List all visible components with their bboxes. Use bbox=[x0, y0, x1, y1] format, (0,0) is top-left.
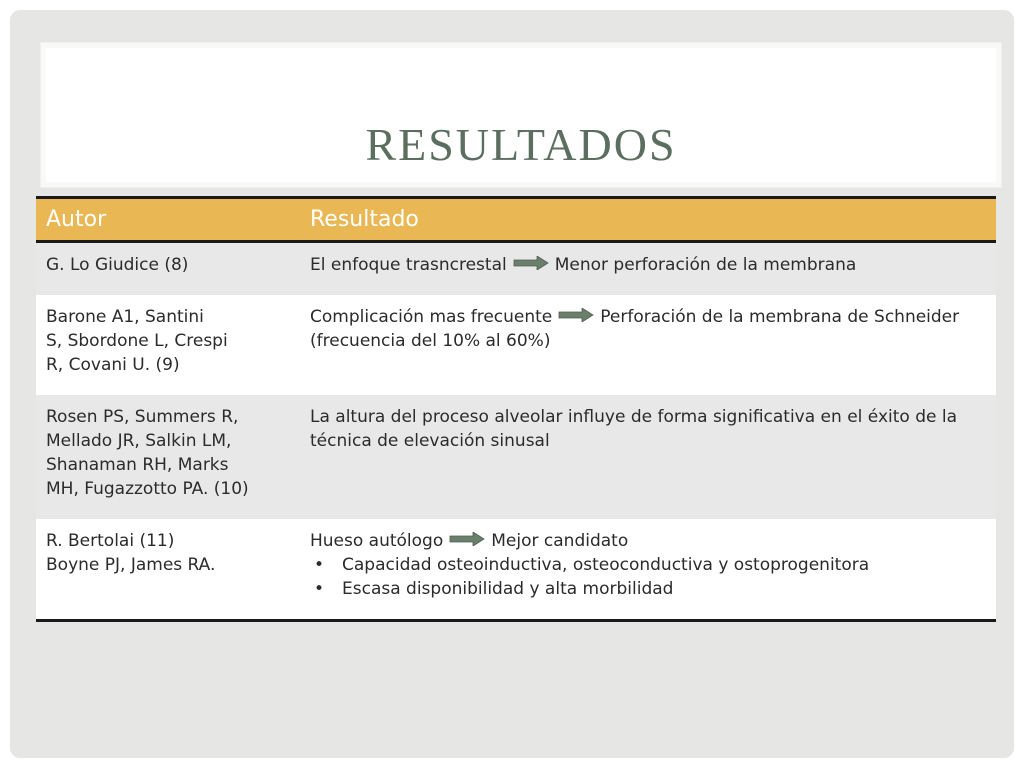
resultado-segment: Hueso autólogo bbox=[310, 531, 444, 551]
autor-line: Rosen PS, Summers R, bbox=[46, 407, 239, 427]
autor-line: Shanaman RH, Marks bbox=[46, 455, 229, 475]
right-arrow-icon bbox=[513, 256, 549, 270]
resultado-text bbox=[310, 529, 984, 553]
resultado-text bbox=[310, 405, 984, 453]
title-band bbox=[40, 42, 1002, 188]
resultado-segment: Mejor candidato bbox=[491, 531, 629, 551]
table-row bbox=[36, 242, 996, 296]
autor-line: S, Sbordone L, Crespi bbox=[46, 331, 228, 351]
bullet-item bbox=[310, 577, 984, 601]
autor-line: G. Lo Giudice (8) bbox=[46, 255, 189, 275]
table-body bbox=[36, 242, 996, 621]
resultado-segment: Menor perforación de la membrana bbox=[554, 255, 857, 275]
autor-line: Mellado JR, Salkin LM, bbox=[46, 431, 232, 451]
autor-line: MH, Fugazzotto PA. (10) bbox=[46, 479, 249, 499]
autor-cell bbox=[36, 519, 300, 621]
resultado-cell bbox=[300, 295, 996, 395]
bullet-icon: • bbox=[314, 579, 325, 599]
resultado-cell bbox=[300, 519, 996, 621]
bullet-text: Capacidad osteoinductiva, osteoconductiva y ostoprogenitora bbox=[342, 555, 870, 575]
autor-line: Barone A1, Santini bbox=[46, 307, 204, 327]
table-header bbox=[36, 198, 996, 242]
resultado-segment: Complicación mas frecuente bbox=[310, 307, 553, 327]
table-row bbox=[36, 395, 996, 519]
resultado-text bbox=[310, 305, 984, 353]
resultado-text bbox=[310, 253, 984, 277]
header-row bbox=[36, 198, 996, 242]
bullet-list bbox=[310, 553, 984, 601]
autor-cell bbox=[36, 242, 300, 296]
right-arrow-icon bbox=[558, 308, 594, 322]
right-arrow-icon bbox=[449, 532, 485, 546]
autor-line: R, Covani U. (9) bbox=[46, 355, 180, 375]
resultado-segment: Perforación de la membrana de Schneider (frecuencia del 10% al 60%) bbox=[310, 307, 960, 351]
header-autor: Autor bbox=[36, 198, 300, 242]
results-table-wrapper bbox=[36, 196, 996, 622]
autor-cell bbox=[36, 395, 300, 519]
autor-cell bbox=[36, 295, 300, 395]
bullet-icon: • bbox=[314, 555, 325, 575]
title-panel bbox=[46, 48, 996, 182]
autor-line: Boyne PJ, James RA. bbox=[46, 555, 216, 575]
header-resultado: Resultado bbox=[300, 198, 996, 242]
table-row bbox=[36, 519, 996, 621]
resultado-cell bbox=[300, 395, 996, 519]
resultado-cell bbox=[300, 242, 996, 296]
slide-title: RESULTADOS bbox=[365, 119, 677, 170]
bullet-text: Escasa disponibilidad y alta morbilidad bbox=[342, 579, 674, 599]
results-table bbox=[36, 196, 996, 622]
resultado-segment: El enfoque trasncrestal bbox=[310, 255, 507, 275]
bullet-item bbox=[310, 553, 984, 577]
table-row bbox=[36, 295, 996, 395]
autor-line: R. Bertolai (11) bbox=[46, 531, 175, 551]
resultado-segment: La altura del proceso alveolar influye de forma significativa en el éxito de la técnica de elevación sinusal bbox=[310, 407, 957, 451]
